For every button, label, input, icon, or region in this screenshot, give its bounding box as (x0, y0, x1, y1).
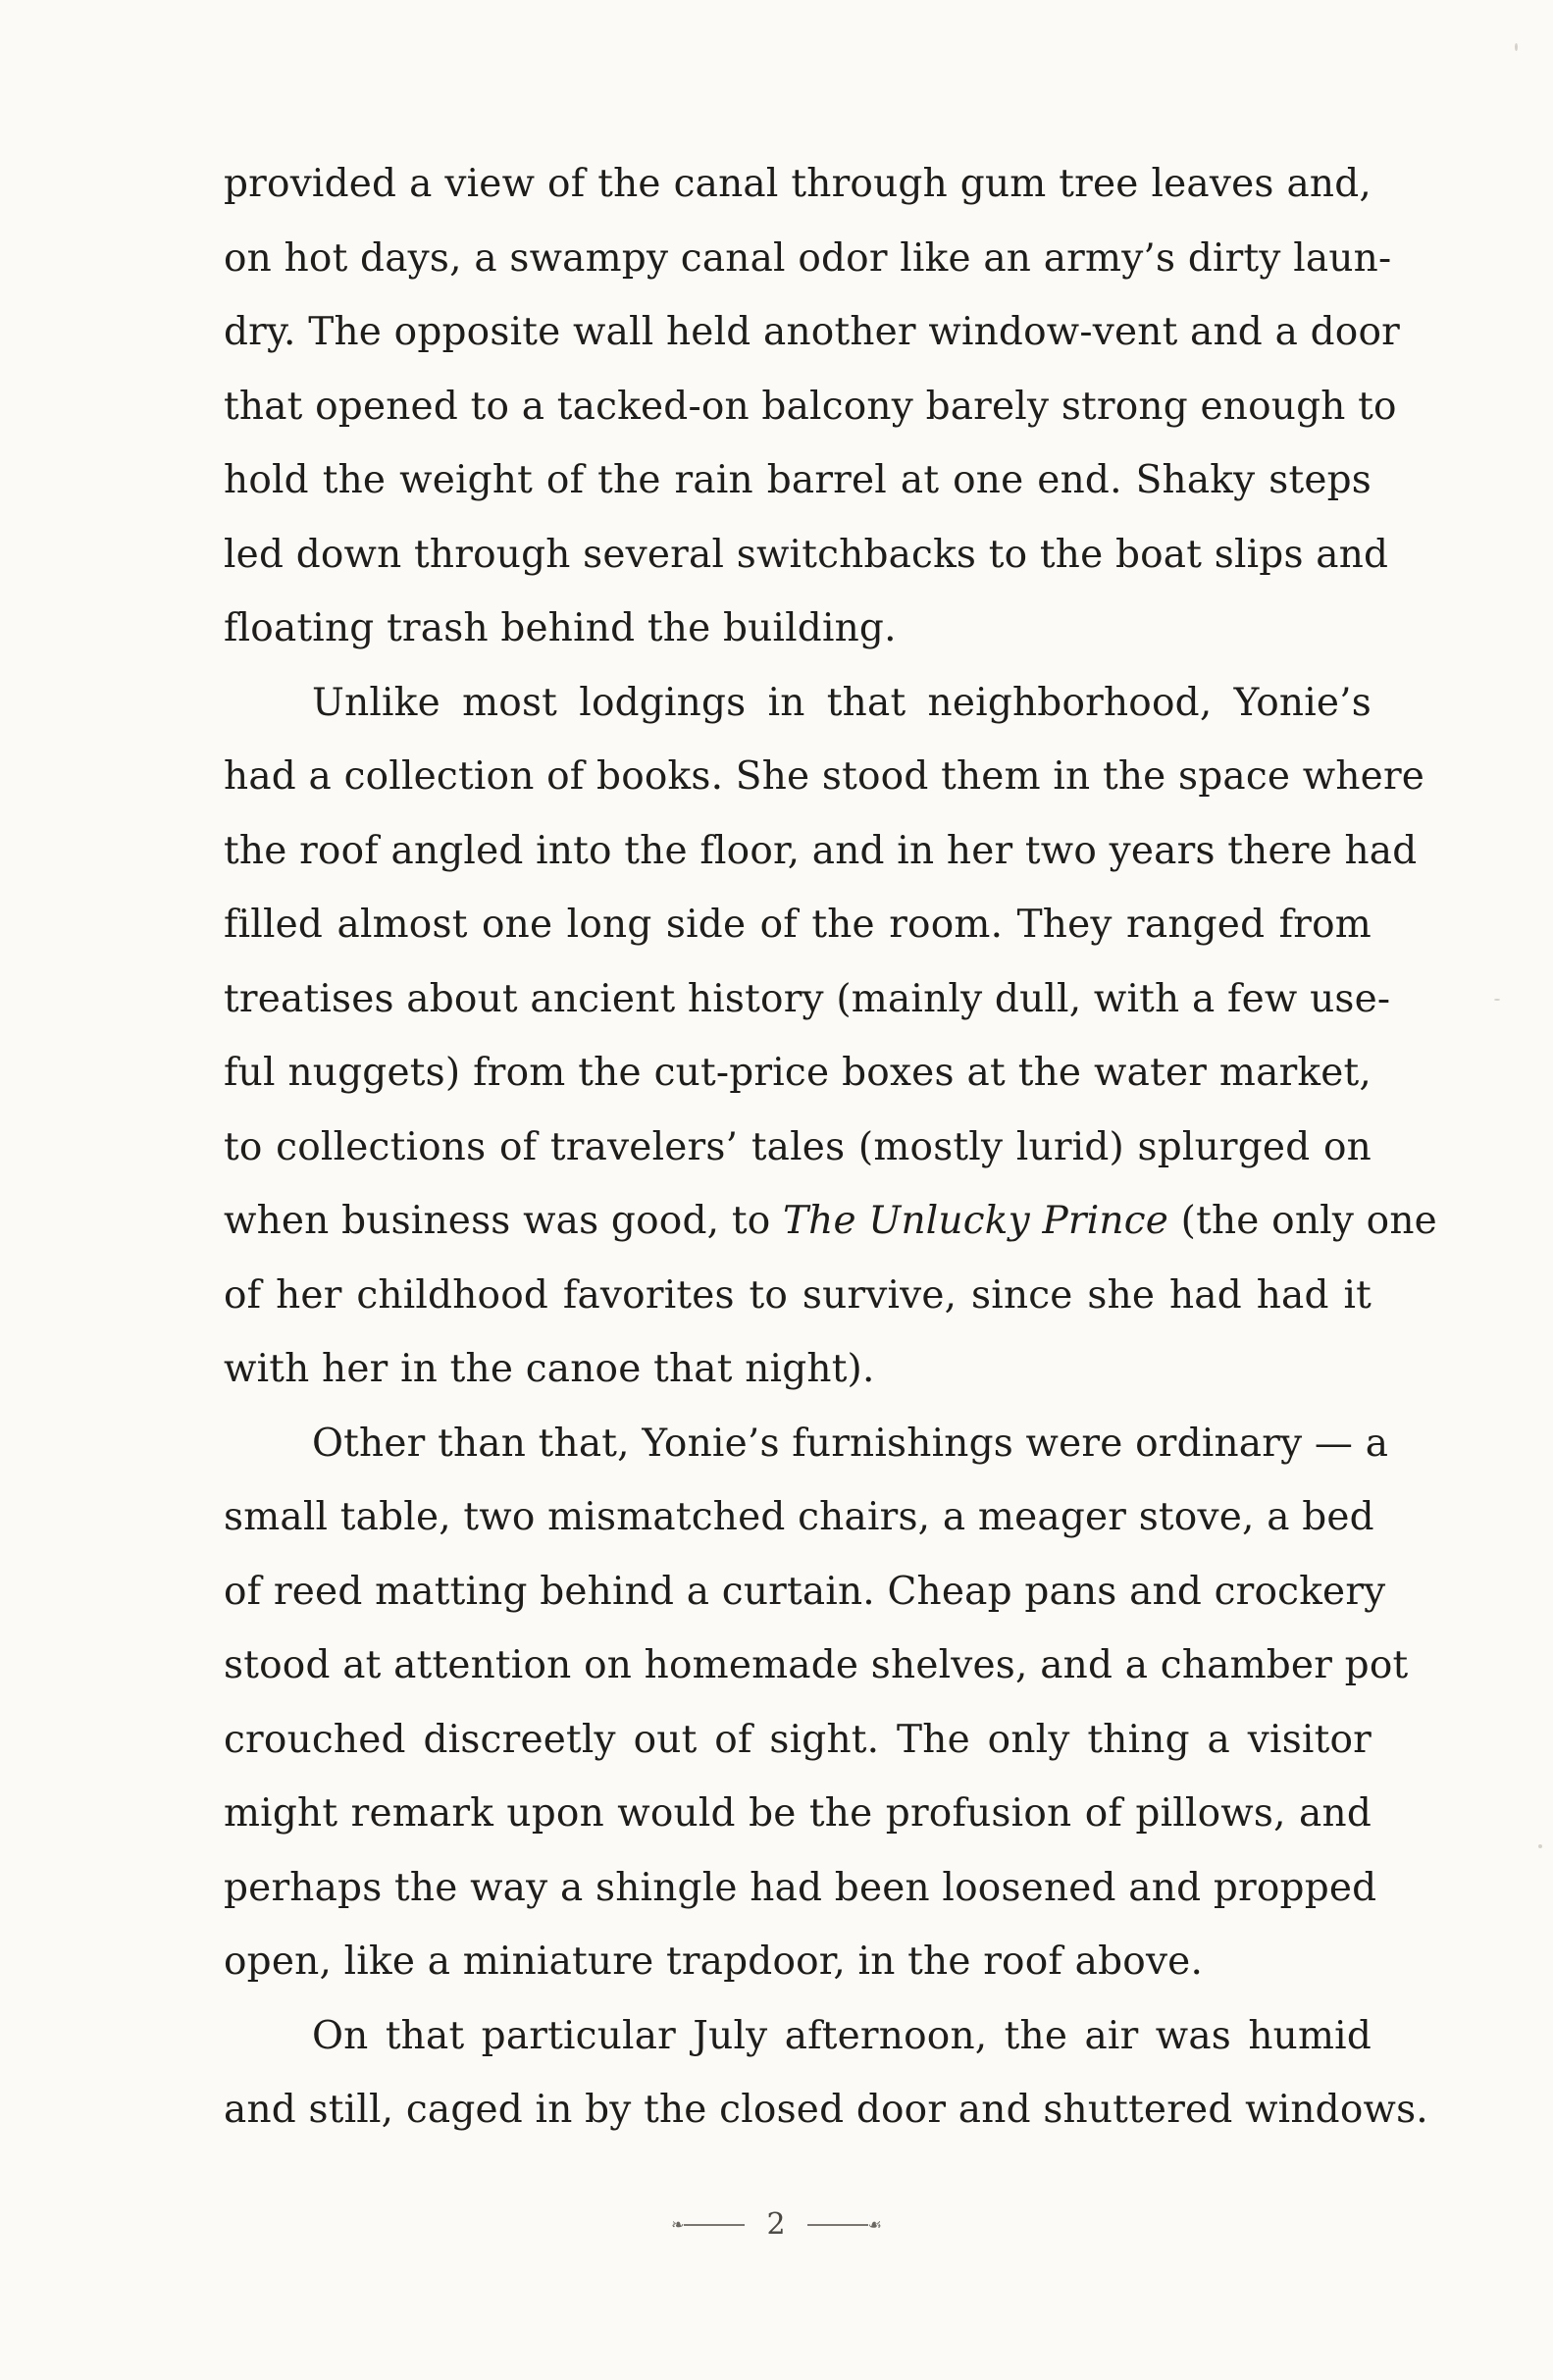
text-line: to collections of travelers’ tales (mostly lurid) splurged on (224, 1124, 1372, 1169)
scan-speck (1494, 999, 1500, 1001)
text-line: on hot days, a swampy canal odor like an army’s dirty laun- (224, 235, 1392, 281)
text-line: provided a view of the canal through gum tree leaves and, (224, 162, 1372, 206)
text-line: small table, two mismatched chairs, a meager stove, a bed (224, 1495, 1374, 1539)
text-line-with-title (224, 1184, 1437, 1259)
fleuron-icon: ☙ (867, 2215, 882, 2234)
text-line: of her childhood favorites to survive, since she had had it (224, 1272, 1372, 1318)
book-title: The Unlucky Prince (782, 1199, 1169, 1243)
paragraph (224, 147, 1400, 666)
ornament-right-icon (807, 2215, 882, 2235)
footer-rule (807, 2224, 868, 2226)
text-line: had a collection of books. She stood them in the space where (224, 754, 1425, 799)
text-segment: (the only one (1168, 1199, 1437, 1243)
page-footer (0, 2205, 1553, 2245)
text-line: Other than that, Yonie’s furnishings were ordinary — a (312, 1421, 1389, 1466)
text-line: and still, caged in by the closed door and shuttered windows. (224, 2088, 1428, 2132)
paragraph (224, 1407, 1409, 1999)
paragraph (224, 1999, 1428, 2147)
text-line: Unlike most lodgings in that neighborhood, Yonie’s (312, 680, 1372, 725)
scan-speck (1538, 1844, 1542, 1848)
text-line: crouched discreetly out of sight. The only thing a visitor (224, 1717, 1372, 1762)
text-line: ful nuggets) from the cut-price boxes at the water market, (224, 1051, 1372, 1095)
text-line: filled almost one long side of the room. They ranged from (224, 903, 1372, 947)
text-line: with her in the canoe that night). (224, 1347, 875, 1391)
ornament-left-icon (671, 2215, 745, 2235)
scan-speck (1515, 43, 1518, 51)
text-line: of reed matting behind a curtain. Cheap pans and crockery (224, 1569, 1386, 1614)
text-line: the roof angled into the floor, and in her two years there had (224, 828, 1418, 873)
text-line: treatises about ancient history (mainly dull, with a few use- (224, 976, 1391, 1021)
body-text (224, 147, 1437, 2147)
text-line: floating trash behind the building. (224, 606, 897, 650)
text-line: open, like a miniature trapdoor, in the roof above. (224, 1940, 1204, 1984)
paragraph (224, 666, 1437, 1407)
text-segment: when business was good, to (224, 1199, 783, 1243)
text-line: stood at attention on homemade shelves, and a chamber pot (224, 1643, 1409, 1687)
page-number: 2 (766, 2207, 786, 2242)
text-line: perhaps the way a shingle had been loosened and propped (224, 1865, 1377, 1910)
text-line: that opened to a tacked-on balcony barely strong enough to (224, 384, 1397, 429)
text-line: led down through several switchbacks to the boat slips and (224, 532, 1389, 577)
text-line: hold the weight of the rain barrel at one end. Shaky steps (224, 458, 1372, 502)
fleuron-icon: ❧ (671, 2215, 685, 2234)
text-line: On that particular July afternoon, the air was humid (312, 2013, 1372, 2058)
text-line: might remark upon would be the profusion of pillows, and (224, 1791, 1372, 1836)
text-line: dry. The opposite wall held another window-vent and a door (224, 310, 1400, 354)
footer-rule (684, 2224, 745, 2226)
